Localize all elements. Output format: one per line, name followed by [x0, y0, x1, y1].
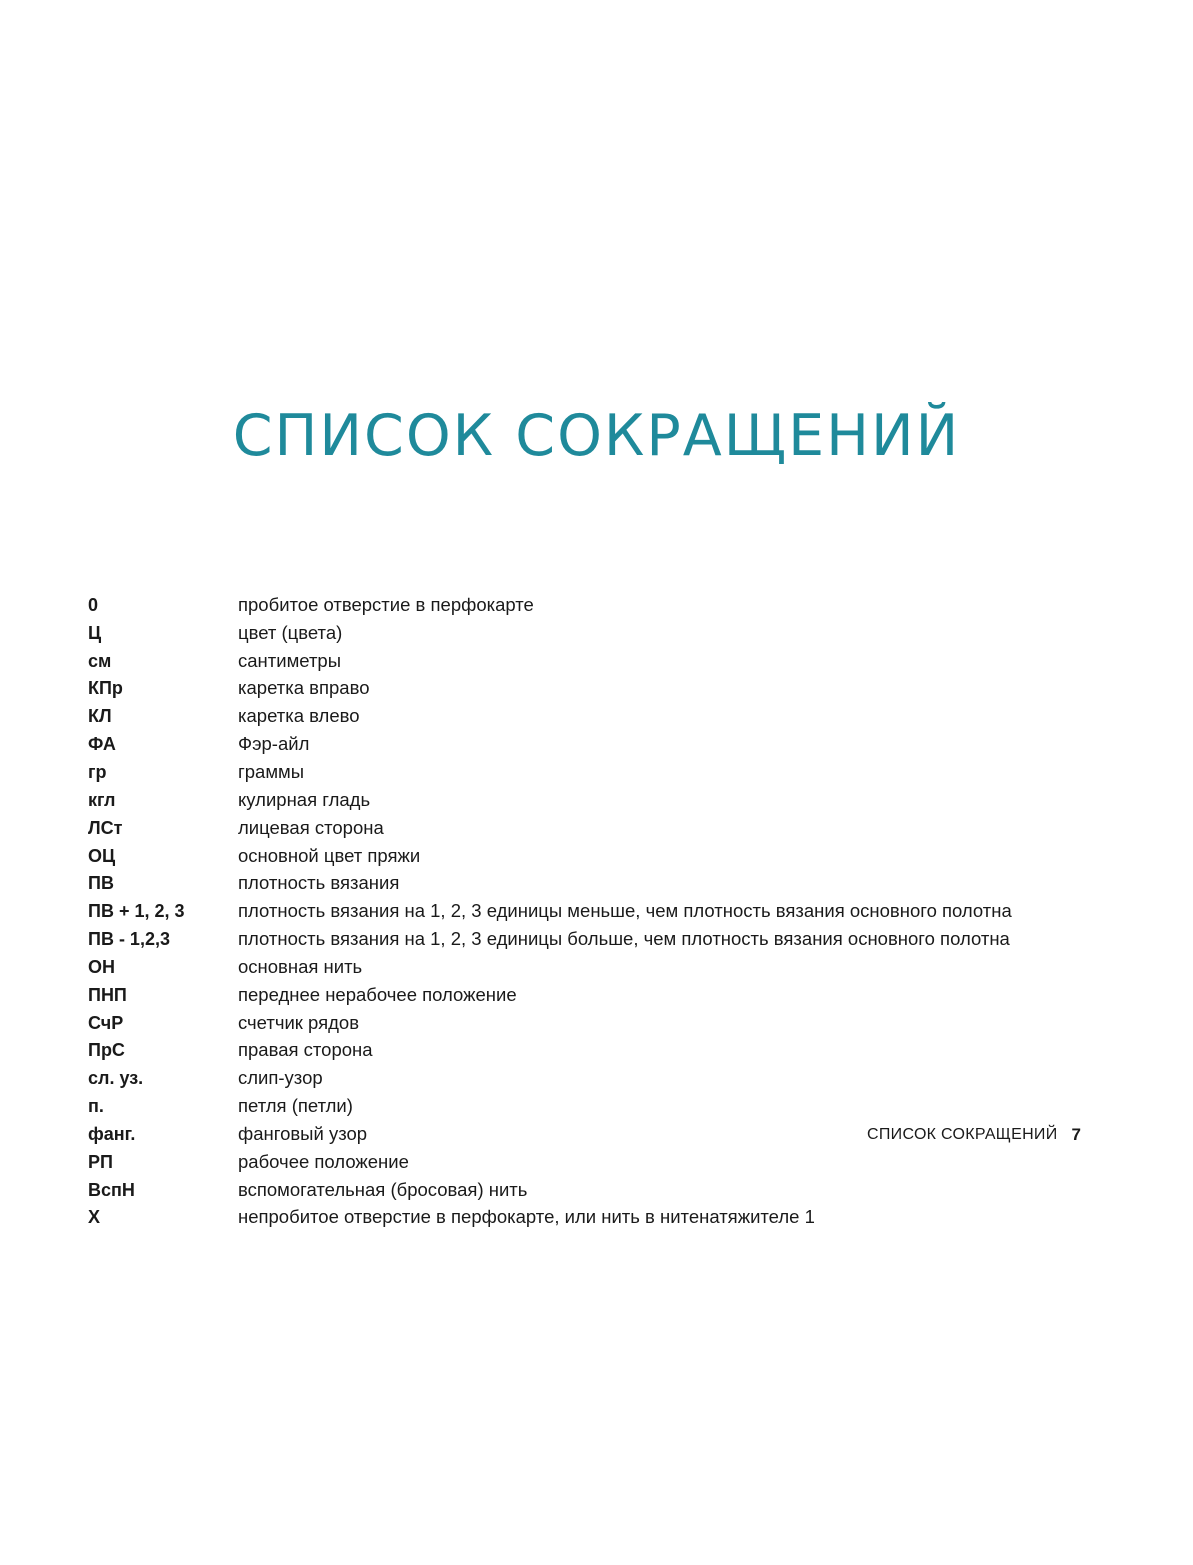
abbreviation-key: ПНП	[88, 984, 127, 1005]
abbreviation-key: ВспН	[88, 1179, 135, 1200]
abbreviation-row	[88, 647, 1108, 675]
abbreviation-definition: каретка влево	[238, 705, 360, 727]
abbreviation-key: ПВ + 1, 2, 3	[88, 901, 185, 922]
abbreviation-definition: пробитое отверстие в перфокарте	[238, 593, 534, 615]
abbreviation-key: КПр	[88, 678, 123, 699]
abbreviation-definition: слип-узор	[238, 1067, 323, 1089]
abbreviation-key: ОН	[88, 956, 115, 977]
abbreviation-definition: Фэр-айл	[238, 733, 310, 755]
abbreviation-row	[88, 702, 1108, 730]
abbreviation-row	[88, 981, 1108, 1009]
abbreviation-row	[88, 869, 1108, 897]
abbreviation-definition: фанговый узор	[238, 1122, 368, 1144]
abbreviation-definition: основной цвет пряжи	[238, 844, 421, 866]
page-number: 7	[1071, 1125, 1081, 1144]
page-footer	[867, 1125, 1081, 1145]
abbreviation-row	[88, 1092, 1108, 1120]
abbreviation-row	[88, 675, 1108, 703]
abbreviation-row	[88, 925, 1108, 953]
abbreviation-key: Х	[88, 1207, 101, 1228]
abbreviation-row	[88, 1176, 1108, 1204]
abbreviation-row	[88, 591, 1108, 619]
abbreviation-row	[88, 758, 1108, 786]
abbreviation-definition: цвет (цвета)	[238, 621, 343, 643]
abbreviation-key: см	[88, 650, 112, 671]
abbreviation-key: ОЦ	[88, 845, 116, 866]
abbreviation-definition: плотность вязания на 1, 2, 3 единицы меньше, чем плотность вязания основного полотна	[238, 900, 1012, 922]
abbreviation-definition: сантиметры	[238, 649, 342, 671]
abbreviation-row	[88, 842, 1108, 870]
abbreviation-row	[88, 1037, 1108, 1065]
abbreviation-key: Ц	[88, 622, 102, 643]
abbreviation-row	[88, 1064, 1108, 1092]
abbreviation-key: 0	[88, 594, 99, 615]
abbreviation-row	[88, 897, 1108, 925]
abbreviation-definition: рабочее положение	[238, 1150, 409, 1172]
abbreviation-row	[88, 786, 1108, 814]
abbreviation-key: ФА	[88, 734, 116, 755]
footer-section-title: СПИСОК СОКРАЩЕНИЙ	[866, 1126, 1058, 1143]
abbreviation-definition: счетчик рядов	[238, 1011, 360, 1033]
abbreviation-definition: кулирная гладь	[238, 788, 371, 810]
abbreviation-key: РП	[88, 1151, 113, 1172]
abbreviation-key: ЛСт	[88, 817, 123, 838]
abbreviation-row	[88, 730, 1108, 758]
abbreviation-definition: плотность вязания на 1, 2, 3 единицы больше, чем плотность вязания основного полотна	[238, 928, 1010, 950]
abbreviation-row	[88, 619, 1108, 647]
abbreviation-row	[88, 814, 1108, 842]
abbreviation-key: ПрС	[88, 1040, 125, 1061]
abbreviation-key: ПВ - 1,2,3	[88, 929, 170, 950]
abbreviation-row	[88, 1204, 1108, 1232]
abbreviation-definition: непробитое отверстие в перфокарте, или нить в нитенатяжителе 1	[238, 1206, 815, 1228]
abbreviation-definition: основная нить	[238, 955, 363, 977]
abbreviation-definition: петля (петли)	[238, 1095, 353, 1117]
abbreviation-row	[88, 1009, 1108, 1037]
abbreviation-definition: правая сторона	[238, 1039, 373, 1061]
abbreviation-definition: лицевая сторона	[238, 816, 384, 838]
abbreviation-key: кгл	[88, 789, 116, 810]
abbreviation-key: сл. уз.	[88, 1068, 144, 1089]
abbreviation-definition: вспомогательная (бросовая) нить	[238, 1178, 528, 1200]
abbreviation-row	[88, 953, 1108, 981]
abbreviation-key: гр	[88, 761, 107, 782]
abbreviation-key: СчР	[88, 1012, 124, 1033]
abbreviation-key: ПВ	[88, 873, 114, 894]
abbreviation-row	[88, 1148, 1108, 1176]
abbreviation-definition: плотность вязания	[238, 872, 400, 894]
abbreviation-key: КЛ	[88, 706, 112, 727]
abbreviation-definition: каретка вправо	[238, 677, 370, 699]
abbreviation-key: фанг.	[88, 1123, 136, 1144]
abbreviation-key: п.	[88, 1096, 104, 1117]
abbreviation-definition: граммы	[238, 760, 305, 782]
page-title: СПИСОК СОКРАЩЕНИЙ	[232, 403, 961, 469]
abbreviation-definition: переднее нерабочее положение	[238, 983, 517, 1005]
